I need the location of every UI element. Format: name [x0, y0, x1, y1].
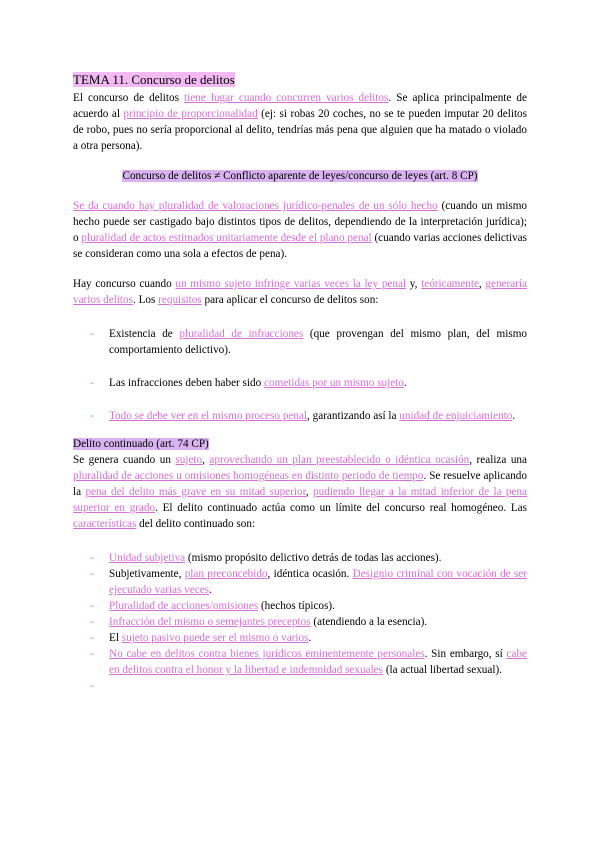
underlined-term: requisitos: [158, 294, 202, 306]
list-item: [73, 614, 527, 630]
underlined-term: pluralidad de actos estimados unitariamente desde el plano penal: [81, 232, 372, 244]
text-run: . Se resuelve aplicando la: [73, 470, 527, 498]
underlined-term: pluralidad de infracciones: [179, 328, 304, 340]
list-item: [73, 566, 527, 598]
underlined-term: características: [73, 518, 137, 530]
underlined-term: sujeto: [175, 454, 203, 466]
text-run: (cuando varias acciones delictivas se consideran como una sola a efectos de pena).: [73, 232, 527, 260]
paragraph-pluralidad: [73, 198, 527, 262]
title-highlight: TEMA 11. Concurso de delitos: [73, 72, 235, 87]
list-item: [73, 598, 527, 614]
underlined-term: pena del delito más grave en su mitad superior: [85, 486, 306, 498]
text-run: .: [512, 410, 516, 422]
underlined-term: cabe en delitos contra el honor y la libertad e indemnidad sexuales: [109, 648, 528, 676]
text-run: Se genera cuando un: [73, 454, 176, 466]
text-run: (ej: si robas 20 coches, no se te pueden imputar 20 delitos de robo, pues no sería proporcional al delito, tendrías más pena que alguien que ha matado o violado a otra persona).: [73, 108, 528, 152]
underlined-term: Todo se debe ver en el mismo proceso penal: [109, 410, 308, 422]
text-run: . Sin embargo, sí: [424, 648, 507, 660]
underlined-term: un mismo sujeto infringe varias veces la ley penal: [175, 278, 407, 290]
paragraph-hay-concurso: [73, 276, 527, 308]
list-item: [73, 326, 527, 358]
underlined-term: teóricamente: [421, 278, 479, 290]
text-run: . El delito continuado actúa como un límite del concurso real homogéneo. Las: [155, 502, 527, 514]
paragraph-continuado: [73, 452, 527, 532]
list-item: [73, 630, 527, 646]
underlined-term: Pluralidad de acciones/omisiones: [109, 600, 259, 612]
list-item: [73, 375, 527, 391]
text-run: .: [308, 632, 312, 644]
text-run: para aplicar el concurso de delitos son:: [201, 294, 379, 306]
underlined-term: plan preconcebido: [184, 568, 268, 580]
text-run: , idéntica ocasión.: [267, 568, 353, 580]
list-item-empty: [73, 678, 527, 694]
underlined-term: pluralidad de acciones u omisiones homogéneas en distinto periodo de tiempo: [73, 470, 424, 482]
text-run: Subjetivamente,: [109, 568, 185, 580]
text-run: (que provengan del mismo plan, del mismo comportamiento delictivo).: [109, 328, 527, 356]
conflict-heading-highlight: Concurso de delitos ≠ Conflicto aparente de leyes/concurso de leyes (art. 8 CP): [122, 170, 478, 182]
text-run: , garantizando así la: [307, 410, 400, 422]
text-run: ,: [478, 278, 486, 290]
text-run: ,: [202, 454, 210, 466]
underlined-term: Infracción del mismo o semejantes preceptos: [109, 616, 311, 628]
underlined-term: Unidad subjetiva: [109, 552, 186, 564]
text-run: del delito continuado son:: [136, 518, 256, 530]
list-item: [73, 646, 527, 678]
text-run: .: [403, 377, 407, 389]
text-run: . Se aplica principalmente de acuerdo al: [73, 92, 527, 120]
page-title: [73, 71, 527, 88]
underlined-term: Se da cuando hay pluralidad de valoraciones jurídico-penales de un sólo hecho: [73, 200, 438, 212]
conflict-heading: [73, 168, 527, 184]
text-run: .: [209, 584, 212, 596]
text-run: Existencia de: [109, 328, 180, 340]
underlined-term: tiene lugar cuando concurren varios delitos: [184, 92, 389, 104]
caracteristicas-list: [73, 550, 527, 694]
underlined-term: cometidas por un mismo sujeto: [264, 377, 404, 389]
section-heading-highlight: Delito continuado (art. 74 CP): [73, 438, 209, 450]
text-run: . Los: [132, 294, 159, 306]
text-run: El: [109, 632, 122, 644]
text-run: , realiza una: [469, 454, 527, 466]
underlined-term: generaría varios delitos: [73, 278, 528, 306]
text-run: Hay concurso cuando: [73, 278, 176, 290]
underlined-term: principio de proporcionalidad: [123, 108, 258, 120]
text-run: (mismo propósito delictivo detrás de todas las acciones).: [185, 552, 442, 564]
underlined-term: unidad de enjuiciamiento: [399, 410, 513, 422]
list-item: [73, 550, 527, 566]
underlined-term: Designio criminal con vocación de ser ejecutado varias veces: [109, 568, 527, 596]
underlined-term: sujeto pasivo puede ser el mismo o varios: [121, 632, 309, 644]
intro-paragraph: [73, 90, 527, 154]
list-item: [73, 408, 527, 424]
section-heading-continuado: [73, 436, 527, 452]
underlined-term: aprovechando un plan preestablecido o idéntica ocasión: [209, 454, 470, 466]
text-run: (hechos típicos).: [258, 600, 335, 612]
text-run: (atendiendo a la esencia).: [310, 616, 428, 628]
underlined-term: No cabe en delitos contra bienes jurídicos eminentemente personales: [109, 648, 425, 660]
text-run: (cuando un mismo hecho puede ser castigado bajo distintos tipos de delitos, dependiendo de la interpretación jurídica); o: [73, 200, 527, 244]
text-run: y,: [406, 278, 422, 290]
requisitos-list: [73, 326, 527, 424]
underlined-term: pudiendo llegar a la mitad inferior de la pena superior en grado: [73, 486, 528, 514]
text-run: Las infracciones deben haber sido: [109, 377, 265, 389]
text-run: El concurso de delitos: [73, 92, 185, 104]
text-run: (la actual libertad sexual).: [383, 664, 502, 676]
text-run: ,: [305, 486, 314, 498]
